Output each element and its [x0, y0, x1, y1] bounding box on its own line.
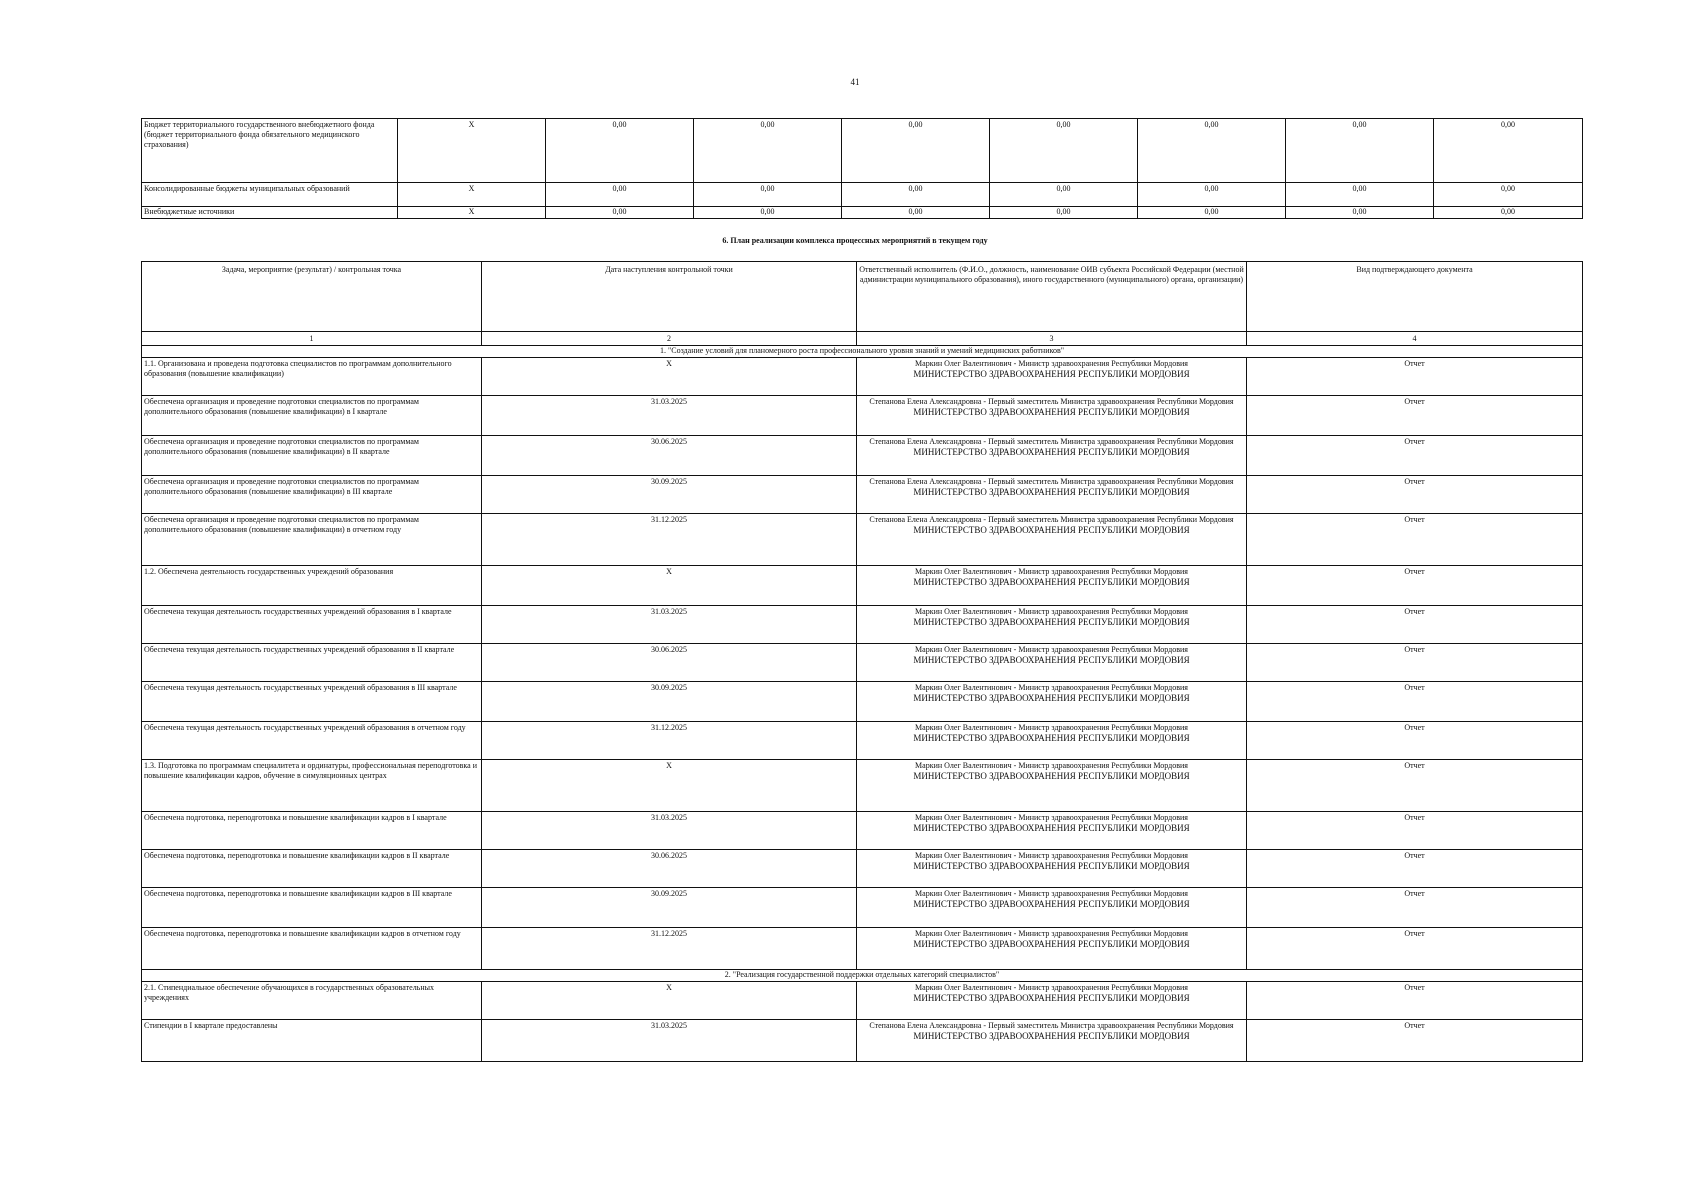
budget-value: 0,00 [1286, 207, 1434, 219]
plan-responsible [857, 358, 1247, 396]
plan-row [142, 396, 1583, 436]
plan-date: 30.09.2025 [482, 888, 857, 928]
plan-document-type: Отчет [1247, 850, 1583, 888]
plan-date: X [482, 760, 857, 812]
budget-row-mark: X [398, 119, 546, 183]
plan-row [142, 722, 1583, 760]
budget-value: 0,00 [546, 183, 694, 207]
budget-row-mark: X [398, 207, 546, 219]
plan-task: 2.1. Стипендиальное обеспечение обучающихся в государственных образовательных учреждениях [142, 982, 482, 1020]
plan-responsible [857, 812, 1247, 850]
responsible-ministry: МИНИСТЕРСТВО ЗДРАВООХРАНЕНИЯ РЕСПУБЛИКИ МОРДОВИЯ [913, 487, 1190, 497]
plan-task: 1.1. Организована и проведена подготовка специалистов по программам дополнительного образования (повышение квалификации) [142, 358, 482, 396]
budget-value: 0,00 [1434, 183, 1583, 207]
budget-value: 0,00 [1138, 183, 1286, 207]
plan-date: 31.12.2025 [482, 722, 857, 760]
plan-document-type: Отчет [1247, 1020, 1583, 1062]
plan-document-type: Отчет [1247, 928, 1583, 970]
plan-responsible [857, 760, 1247, 812]
plan-document-type: Отчет [1247, 760, 1583, 812]
plan-task: Обеспечена текущая деятельность государственных учреждений образования в II квартале [142, 644, 482, 682]
plan-task: Обеспечена организация и проведение подготовки специалистов по программам дополнительного образования (повышение квалификации) в III квартале [142, 476, 482, 514]
responsible-person: Степанова Елена Александровна - Первый заместитель Министра здравоохранения Республики Мордовия [869, 437, 1234, 446]
plan-row [142, 682, 1583, 722]
responsible-ministry: МИНИСТЕРСТВО ЗДРАВООХРАНЕНИЯ РЕСПУБЛИКИ МОРДОВИЯ [913, 407, 1190, 417]
responsible-ministry: МИНИСТЕРСТВО ЗДРАВООХРАНЕНИЯ РЕСПУБЛИКИ МОРДОВИЯ [913, 733, 1190, 743]
plan-document-type: Отчет [1247, 476, 1583, 514]
plan-header-date: Дата наступления контрольной точки [482, 262, 857, 332]
budget-row [142, 207, 1583, 219]
column-number: 1 [142, 332, 482, 346]
plan-row [142, 928, 1583, 970]
responsible-ministry: МИНИСТЕРСТВО ЗДРАВООХРАНЕНИЯ РЕСПУБЛИКИ МОРДОВИЯ [913, 823, 1190, 833]
responsible-person: Маркин Олег Валентинович - Министр здравоохранения Республики Мордовия [915, 889, 1188, 898]
plan-row [142, 514, 1583, 566]
plan-responsible [857, 476, 1247, 514]
plan-document-type: Отчет [1247, 982, 1583, 1020]
budget-row [142, 119, 1583, 183]
responsible-person: Степанова Елена Александровна - Первый заместитель Министра здравоохранения Республики Мордовия [869, 397, 1234, 406]
plan-document-type: Отчет [1247, 812, 1583, 850]
section-row [142, 346, 1583, 358]
plan-date: 31.03.2025 [482, 396, 857, 436]
plan-task: Обеспечена подготовка, переподготовка и повышение квалификации кадров в II квартале [142, 850, 482, 888]
plan-row [142, 566, 1583, 606]
column-number: 4 [1247, 332, 1583, 346]
plan-task: Стипендии в I квартале предоставлены [142, 1020, 482, 1062]
plan-responsible [857, 514, 1247, 566]
plan-task: Обеспечена текущая деятельность государственных учреждений образования в отчетном году [142, 722, 482, 760]
plan-task: Обеспечена подготовка, переподготовка и повышение квалификации кадров в III квартале [142, 888, 482, 928]
plan-responsible [857, 1020, 1247, 1062]
responsible-ministry: МИНИСТЕРСТВО ЗДРАВООХРАНЕНИЯ РЕСПУБЛИКИ МОРДОВИЯ [913, 1031, 1190, 1041]
plan-row [142, 982, 1583, 1020]
budget-value: 0,00 [694, 183, 842, 207]
plan-task: Обеспечена подготовка, переподготовка и повышение квалификации кадров в отчетном году [142, 928, 482, 970]
plan-date: 30.06.2025 [482, 436, 857, 476]
section-row-title: 1. "Создание условий для планомерного роста профессионального уровня знаний и умений медицинских работников" [142, 346, 1583, 358]
plan-responsible [857, 928, 1247, 970]
plan-row [142, 1020, 1583, 1062]
plan-task: 1.2. Обеспечена деятельность государственных учреждений образования [142, 566, 482, 606]
plan-document-type: Отчет [1247, 514, 1583, 566]
plan-document-type: Отчет [1247, 682, 1583, 722]
plan-date: 31.03.2025 [482, 812, 857, 850]
plan-row [142, 644, 1583, 682]
plan-date: X [482, 358, 857, 396]
responsible-person: Маркин Олег Валентинович - Министр здравоохранения Республики Мордовия [915, 359, 1188, 368]
plan-date: 30.09.2025 [482, 476, 857, 514]
plan-date: X [482, 566, 857, 606]
responsible-person: Маркин Олег Валентинович - Министр здравоохранения Республики Мордовия [915, 645, 1188, 654]
plan-row [142, 436, 1583, 476]
plan-date: 30.06.2025 [482, 850, 857, 888]
plan-document-type: Отчет [1247, 358, 1583, 396]
plan-document-type: Отчет [1247, 396, 1583, 436]
plan-responsible [857, 396, 1247, 436]
budget-row-mark: X [398, 183, 546, 207]
budget-row [142, 183, 1583, 207]
budget-table [141, 118, 1583, 219]
budget-value: 0,00 [990, 119, 1138, 183]
budget-value: 0,00 [990, 207, 1138, 219]
plan-responsible [857, 722, 1247, 760]
responsible-ministry: МИНИСТЕРСТВО ЗДРАВООХРАНЕНИЯ РЕСПУБЛИКИ МОРДОВИЯ [913, 525, 1190, 535]
column-number: 3 [857, 332, 1247, 346]
plan-task: Обеспечена организация и проведение подготовки специалистов по программам дополнительного образования (повышение квалификации) в II квартале [142, 436, 482, 476]
page-number: 41 [850, 77, 860, 87]
plan-date: 30.09.2025 [482, 682, 857, 722]
plan-row [142, 358, 1583, 396]
plan-date: 31.03.2025 [482, 1020, 857, 1062]
responsible-ministry: МИНИСТЕРСТВО ЗДРАВООХРАНЕНИЯ РЕСПУБЛИКИ МОРДОВИЯ [913, 447, 1190, 457]
plan-task: Обеспечена организация и проведение подготовки специалистов по программам дополнительного образования (повышение квалификации) в I квартале [142, 396, 482, 436]
plan-header-task: Задача, мероприятие (результат) / контрольная точка [142, 262, 482, 332]
responsible-person: Маркин Олег Валентинович - Министр здравоохранения Республики Мордовия [915, 761, 1188, 770]
budget-value: 0,00 [842, 207, 990, 219]
plan-row [142, 812, 1583, 850]
responsible-person: Маркин Олег Валентинович - Министр здравоохранения Республики Мордовия [915, 983, 1188, 992]
plan-date: 31.12.2025 [482, 928, 857, 970]
plan-task: Обеспечена текущая деятельность государственных учреждений образования в III квартале [142, 682, 482, 722]
plan-document-type: Отчет [1247, 888, 1583, 928]
responsible-person: Маркин Олег Валентинович - Министр здравоохранения Республики Мордовия [915, 567, 1188, 576]
budget-value: 0,00 [546, 207, 694, 219]
responsible-ministry: МИНИСТЕРСТВО ЗДРАВООХРАНЕНИЯ РЕСПУБЛИКИ МОРДОВИЯ [913, 369, 1190, 379]
budget-value: 0,00 [990, 183, 1138, 207]
responsible-ministry: МИНИСТЕРСТВО ЗДРАВООХРАНЕНИЯ РЕСПУБЛИКИ МОРДОВИЯ [913, 617, 1190, 627]
responsible-ministry: МИНИСТЕРСТВО ЗДРАВООХРАНЕНИЯ РЕСПУБЛИКИ МОРДОВИЯ [913, 693, 1190, 703]
responsible-ministry: МИНИСТЕРСТВО ЗДРАВООХРАНЕНИЯ РЕСПУБЛИКИ МОРДОВИЯ [913, 939, 1190, 949]
plan-table [141, 261, 1583, 1062]
plan-header-responsible: Ответственный исполнитель (Ф.И.О., должность, наименование ОИВ субъекта Российской Федерации (местной администрации муниципального образования), иного государственного (муниципального) органа, организации) [857, 262, 1247, 332]
responsible-person: Степанова Елена Александровна - Первый заместитель Министра здравоохранения Республики Мордовия [869, 477, 1234, 486]
section-row [142, 970, 1583, 982]
plan-responsible [857, 606, 1247, 644]
plan-document-type: Отчет [1247, 566, 1583, 606]
plan-date: X [482, 982, 857, 1020]
plan-header-document: Вид подтверждающего документа [1247, 262, 1583, 332]
plan-responsible [857, 982, 1247, 1020]
responsible-person: Маркин Олег Валентинович - Министр здравоохранения Республики Мордовия [915, 607, 1188, 616]
section-row-title: 2. "Реализация государственной поддержки отдельных категорий специалистов" [142, 970, 1583, 982]
plan-date: 31.12.2025 [482, 514, 857, 566]
section-title: 6. План реализации комплекса процессных мероприятий в текущем году [722, 236, 988, 245]
plan-row [142, 606, 1583, 644]
responsible-person: Маркин Олег Валентинович - Министр здравоохранения Республики Мордовия [915, 929, 1188, 938]
responsible-person: Степанова Елена Александровна - Первый заместитель Министра здравоохранения Республики Мордовия [869, 515, 1234, 524]
budget-value: 0,00 [842, 183, 990, 207]
responsible-ministry: МИНИСТЕРСТВО ЗДРАВООХРАНЕНИЯ РЕСПУБЛИКИ МОРДОВИЯ [913, 993, 1190, 1003]
plan-document-type: Отчет [1247, 644, 1583, 682]
budget-row-label: Бюджет территориального государственного внебюджетного фонда (бюджет территориального фонда обязательного медицинского страхования) [142, 119, 398, 183]
plan-responsible [857, 682, 1247, 722]
responsible-person: Маркин Олег Валентинович - Министр здравоохранения Республики Мордовия [915, 813, 1188, 822]
plan-document-type: Отчет [1247, 606, 1583, 644]
responsible-person: Маркин Олег Валентинович - Министр здравоохранения Республики Мордовия [915, 723, 1188, 732]
plan-document-type: Отчет [1247, 722, 1583, 760]
budget-value: 0,00 [1138, 207, 1286, 219]
column-number: 2 [482, 332, 857, 346]
responsible-ministry: МИНИСТЕРСТВО ЗДРАВООХРАНЕНИЯ РЕСПУБЛИКИ МОРДОВИЯ [913, 655, 1190, 665]
plan-row [142, 760, 1583, 812]
plan-task: Обеспечена текущая деятельность государственных учреждений образования в I квартале [142, 606, 482, 644]
budget-value: 0,00 [842, 119, 990, 183]
plan-document-type: Отчет [1247, 436, 1583, 476]
responsible-person: Маркин Олег Валентинович - Министр здравоохранения Республики Мордовия [915, 851, 1188, 860]
plan-task: Обеспечена подготовка, переподготовка и повышение квалификации кадров в I квартале [142, 812, 482, 850]
budget-value: 0,00 [1286, 119, 1434, 183]
plan-row [142, 850, 1583, 888]
plan-responsible [857, 436, 1247, 476]
responsible-person: Степанова Елена Александровна - Первый заместитель Министра здравоохранения Республики Мордовия [869, 1021, 1234, 1030]
plan-responsible [857, 850, 1247, 888]
responsible-ministry: МИНИСТЕРСТВО ЗДРАВООХРАНЕНИЯ РЕСПУБЛИКИ МОРДОВИЯ [913, 577, 1190, 587]
plan-responsible [857, 644, 1247, 682]
budget-value: 0,00 [694, 207, 842, 219]
budget-value: 0,00 [694, 119, 842, 183]
budget-value: 0,00 [1138, 119, 1286, 183]
responsible-ministry: МИНИСТЕРСТВО ЗДРАВООХРАНЕНИЯ РЕСПУБЛИКИ МОРДОВИЯ [913, 771, 1190, 781]
plan-responsible [857, 888, 1247, 928]
responsible-ministry: МИНИСТЕРСТВО ЗДРАВООХРАНЕНИЯ РЕСПУБЛИКИ МОРДОВИЯ [913, 899, 1190, 909]
budget-value: 0,00 [546, 119, 694, 183]
budget-value: 0,00 [1434, 119, 1583, 183]
budget-value: 0,00 [1434, 207, 1583, 219]
plan-date: 31.03.2025 [482, 606, 857, 644]
plan-date: 30.06.2025 [482, 644, 857, 682]
plan-row [142, 476, 1583, 514]
responsible-ministry: МИНИСТЕРСТВО ЗДРАВООХРАНЕНИЯ РЕСПУБЛИКИ МОРДОВИЯ [913, 861, 1190, 871]
plan-row [142, 888, 1583, 928]
plan-responsible [857, 566, 1247, 606]
budget-row-label: Консолидированные бюджеты муниципальных образований [142, 183, 398, 207]
budget-row-label: Внебюджетные источники [142, 207, 398, 219]
plan-task: Обеспечена организация и проведение подготовки специалистов по программам дополнительного образования (повышение квалификации) в отчетном году [142, 514, 482, 566]
budget-value: 0,00 [1286, 183, 1434, 207]
plan-task: 1.3. Подготовка по программам специалитета и ординатуры, профессиональная переподготовка и повышение квалификации кадров, обучение в симуляционных центрах [142, 760, 482, 812]
responsible-person: Маркин Олег Валентинович - Министр здравоохранения Республики Мордовия [915, 683, 1188, 692]
plan-header-row [142, 262, 1583, 332]
plan-column-numbers [142, 332, 1583, 346]
